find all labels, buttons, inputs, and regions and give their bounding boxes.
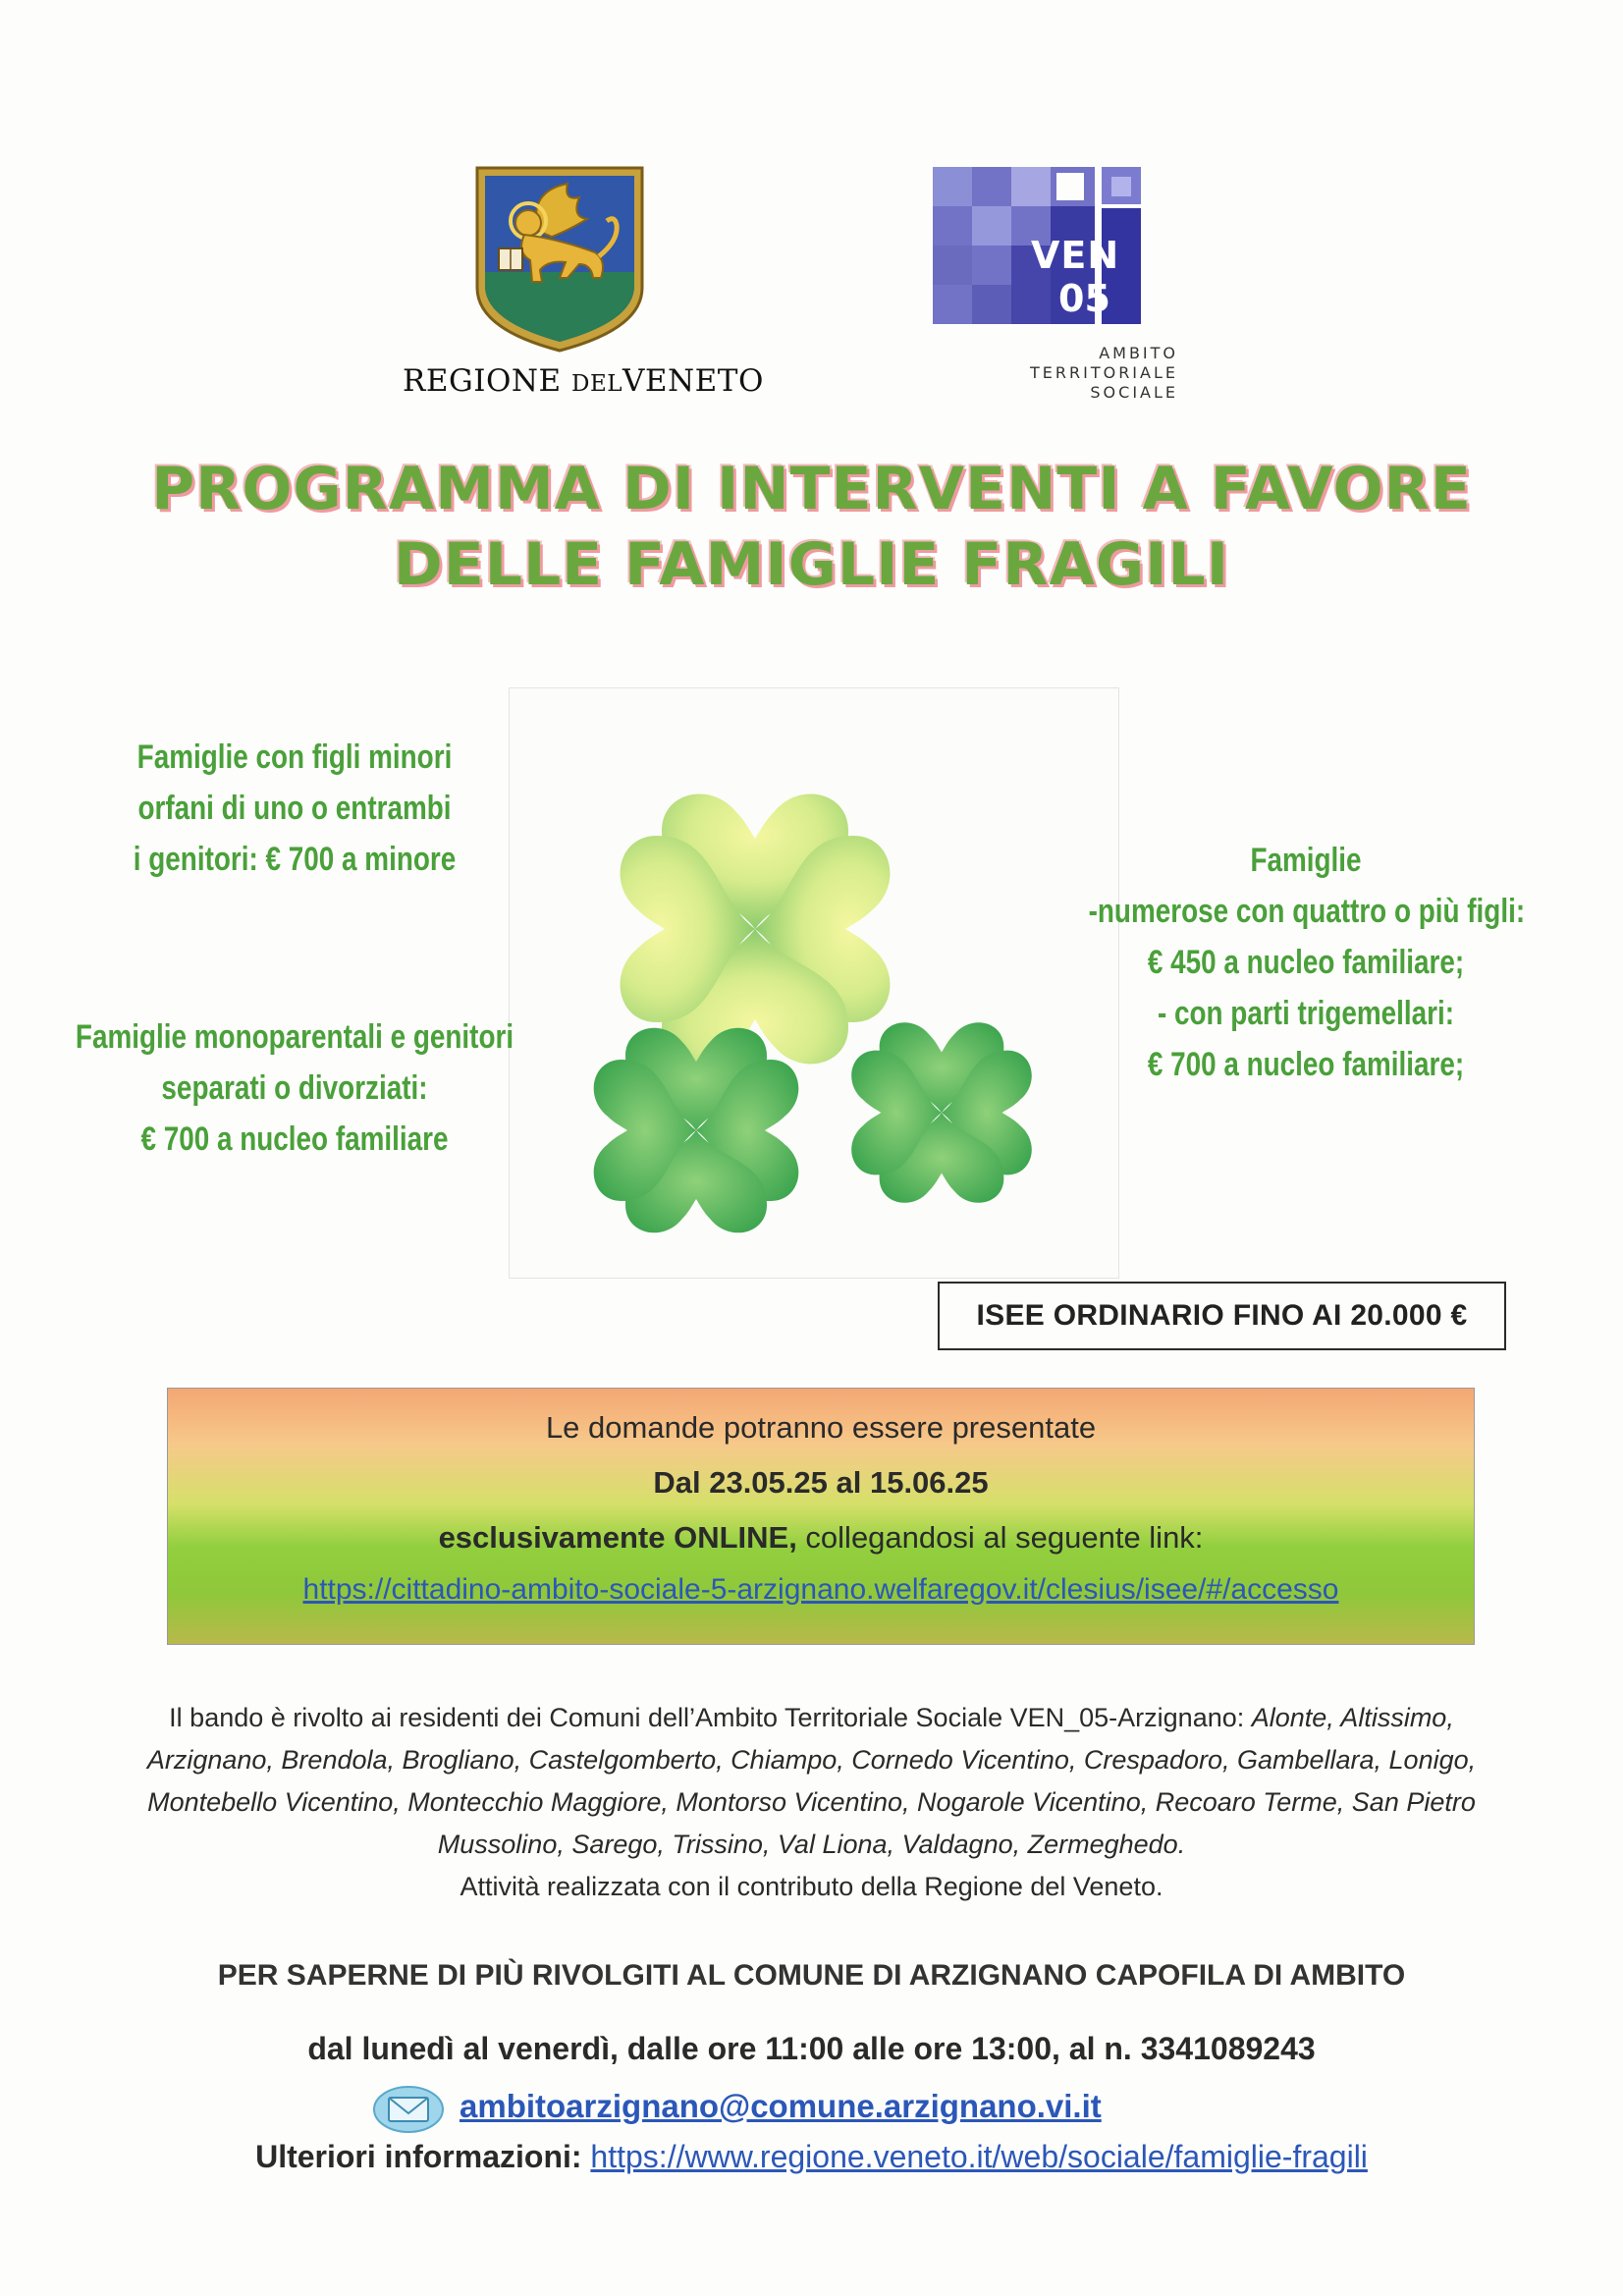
orphan-families-benefit: Famiglie con figli minori orfani di uno o entrambi i genitori: € 700 a minore bbox=[133, 738, 457, 878]
ambito-ven05-logo bbox=[933, 167, 1178, 408]
ven05-code-top: VEN bbox=[1031, 234, 1120, 277]
regione-veneto-name: REGIONE DELVENETO bbox=[403, 363, 764, 399]
lion-of-saint-mark-crest-icon bbox=[469, 162, 650, 354]
isee-threshold-box: ISEE ORDINARIO FINO AI 20.000 € bbox=[938, 1282, 1506, 1350]
single-parent-families-benefit: Famiglie monoparentali e genitori separati o divorziati: € 700 a nucleo familiare bbox=[75, 1018, 514, 1158]
ven05-subtitle-3: SOCIALE bbox=[1090, 383, 1178, 402]
further-info-link[interactable]: https://www.regione.veneto.it/web/sociale/famiglie-fragili bbox=[590, 2139, 1368, 2174]
regional-contribution-note: Attività realizzata con il contributo della Regione del Veneto. bbox=[460, 1872, 1163, 1901]
email-envelope-icon bbox=[373, 2086, 444, 2133]
contact-hours-phone: dal lunedì al venerdì, dalle ore 11:00 alle ore 13:00, al n. 3341089243 bbox=[307, 2031, 1316, 2066]
ven05-subtitle-1: AMBITO bbox=[1099, 344, 1178, 362]
large-families-benefit: Famiglie -numerose con quattro o più figli: € 450 a nucleo familiare; - con parti trigemellari: € 700 a nucleo familiare; bbox=[1088, 842, 1526, 1083]
email-row bbox=[373, 2082, 1257, 2141]
eligibility-paragraph: Il bando è rivolto ai residenti dei Comuni dell’Ambito Territoriale Sociale VEN_05-Arzignano: Alonte, Altissimo, Arzignano, Brendola, Brogliano, Castelgomberto, Chiampo, Cornedo Vicentino, Crespadoro, Gambellara, Lonigo, Montebello Vicentino, Montecchio Maggiore, Montorso Vicentino, Nogarole Vicentino, Recoaro Terme, San Pietro Mussolino, Sarego, Trissino, Val Liona, Valdagno, Zermeghedo. Attività realizzata con il contributo della Regione del Veneto. bbox=[118, 1697, 1505, 1908]
four-leaf-clover-image bbox=[509, 687, 1119, 1279]
application-link-row bbox=[168, 1573, 1474, 1607]
application-link[interactable]: https://cittadino-ambito-sociale-5-arzignano.welfaregov.it/clesius/isee/#/accesso bbox=[302, 1573, 1339, 1606]
main-title-line-2: DELLE FAMIGLIE FRAGILI bbox=[393, 530, 1230, 599]
application-dates: Dal 23.05.25 al 15.06.25 bbox=[653, 1465, 989, 1500]
regione-veneto-logo bbox=[403, 162, 764, 403]
application-intro: Le domande potranno essere presentate bbox=[545, 1410, 1097, 1445]
application-info-box bbox=[167, 1388, 1475, 1645]
application-online-note: esclusivamente ONLINE, collegandosi al seguente link: bbox=[438, 1520, 1204, 1555]
four-leaf-clover-icon bbox=[510, 688, 1118, 1278]
contact-heading: PER SAPERNE DI PIÙ RIVOLGITI AL COMUNE DI ARZIGNANO CAPOFILA DI AMBITO bbox=[217, 1959, 1406, 1992]
ven05-code-bottom: 05 bbox=[1058, 277, 1110, 320]
ven05-subtitle-2: TERRITORIALE bbox=[1029, 363, 1178, 382]
further-info-row: Ulteriori informazioni: https://www.regione.veneto.it/web/sociale/famiglie-fragili bbox=[255, 2139, 1368, 2174]
email-link[interactable]: ambitoarzignano@comune.arzignano.vi.it bbox=[460, 2088, 1102, 2124]
main-title-line-1: PROGRAMMA DI INTERVENTI A FAVORE bbox=[151, 455, 1472, 523]
